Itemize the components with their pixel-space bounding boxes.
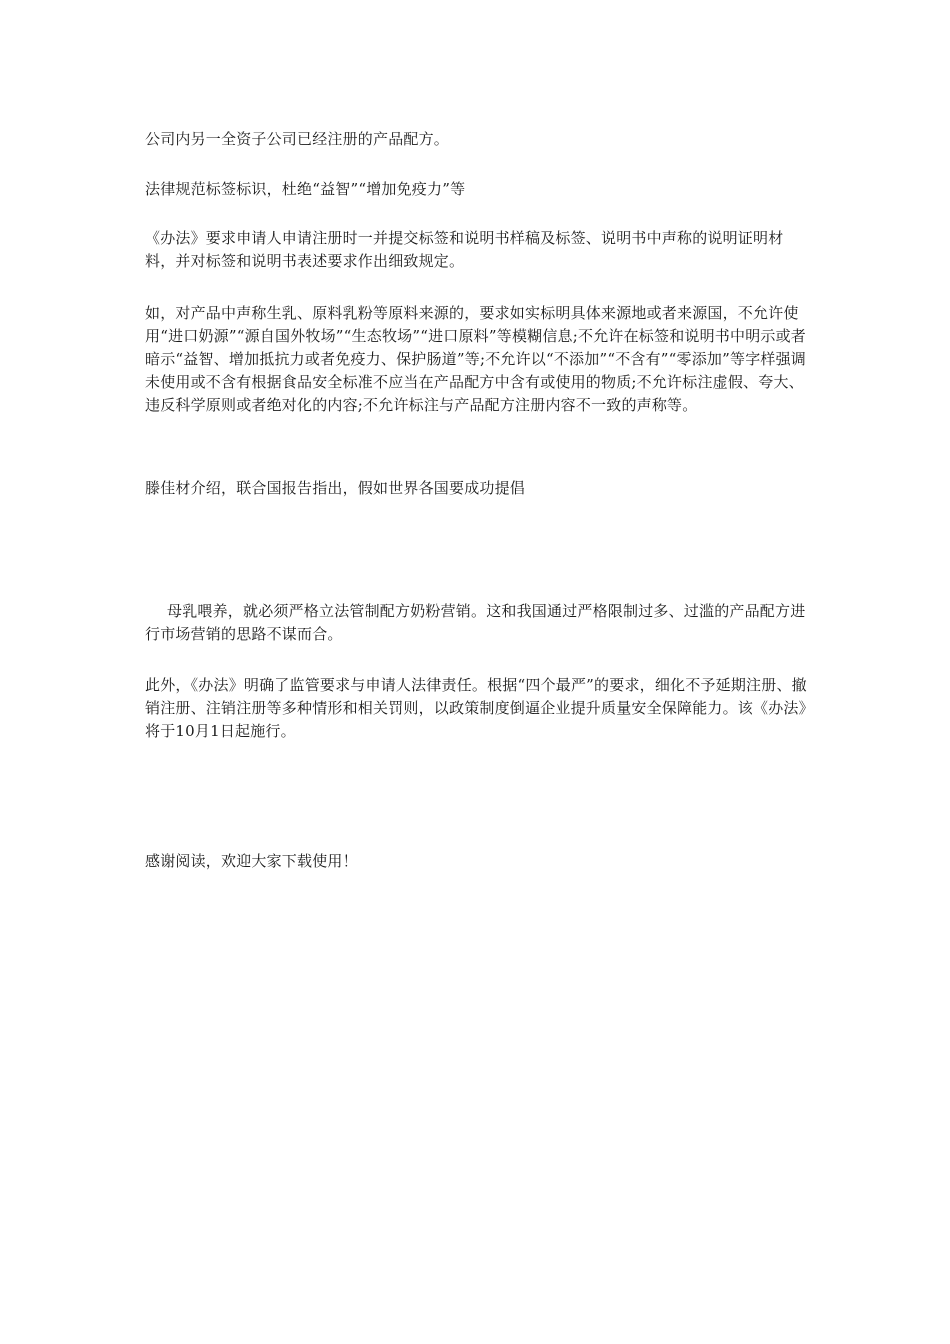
paragraph-2: 法律规范标签标识，杜绝“益智”“增加免疫力”等 (145, 180, 466, 198)
paragraph-7: 此外，《办法》明确了监管要求与申请人法律责任。根据“四个最严”的要求，细化不予延期注册、撤销注册、注销注册等多种情形和相关罚则，以政策制度倒逼企业提升质量安全保障能力。该《办法》将于10月1日起施行。 (145, 676, 807, 740)
paragraph-5: 滕佳材介绍，联合国报告指出，假如世界各国要成功提倡 (145, 479, 526, 497)
paragraph-1: 公司内另一全资子公司已经注册的产品配方。 (145, 130, 450, 148)
paragraph-3: 《办法》要求申请人申请注册时一并提交标签和说明书样稿及标签、说明书中声称的说明证明材料，并对标签和说明书表述要求作出细致规定。 (145, 229, 784, 270)
paragraph-6: 母乳喂养，就必须严格立法管制配方奶粉营销。这和我国通过严格限制过多、过滥的产品配方进行市场营销的思路不谋而合。 (145, 602, 806, 643)
paragraph-8: 感谢阅读，欢迎大家下载使用！ (145, 852, 358, 870)
paragraph-4: 如，对产品中声称生乳、原料乳粉等原料来源的，要求如实标明具体来源地或者来源国，不允许使用“进口奶源”“源自国外牧场”“生态牧场”“进口原料”等模糊信息;不允许在标签和说明书中明示或者暗示“益智、增加抵抗力或者免疫力、保护肠道”等;不允许以“不添加”“不含有”“零添加”等字样强调未使用或不含有根据食品安全标准不应当在产品配方中含有或使用的物质;不允许标注虚假、夸大、违反科学原则或者绝对化的内容;不允许标注与产品配方注册内容不一致的声称等。 (145, 304, 807, 414)
